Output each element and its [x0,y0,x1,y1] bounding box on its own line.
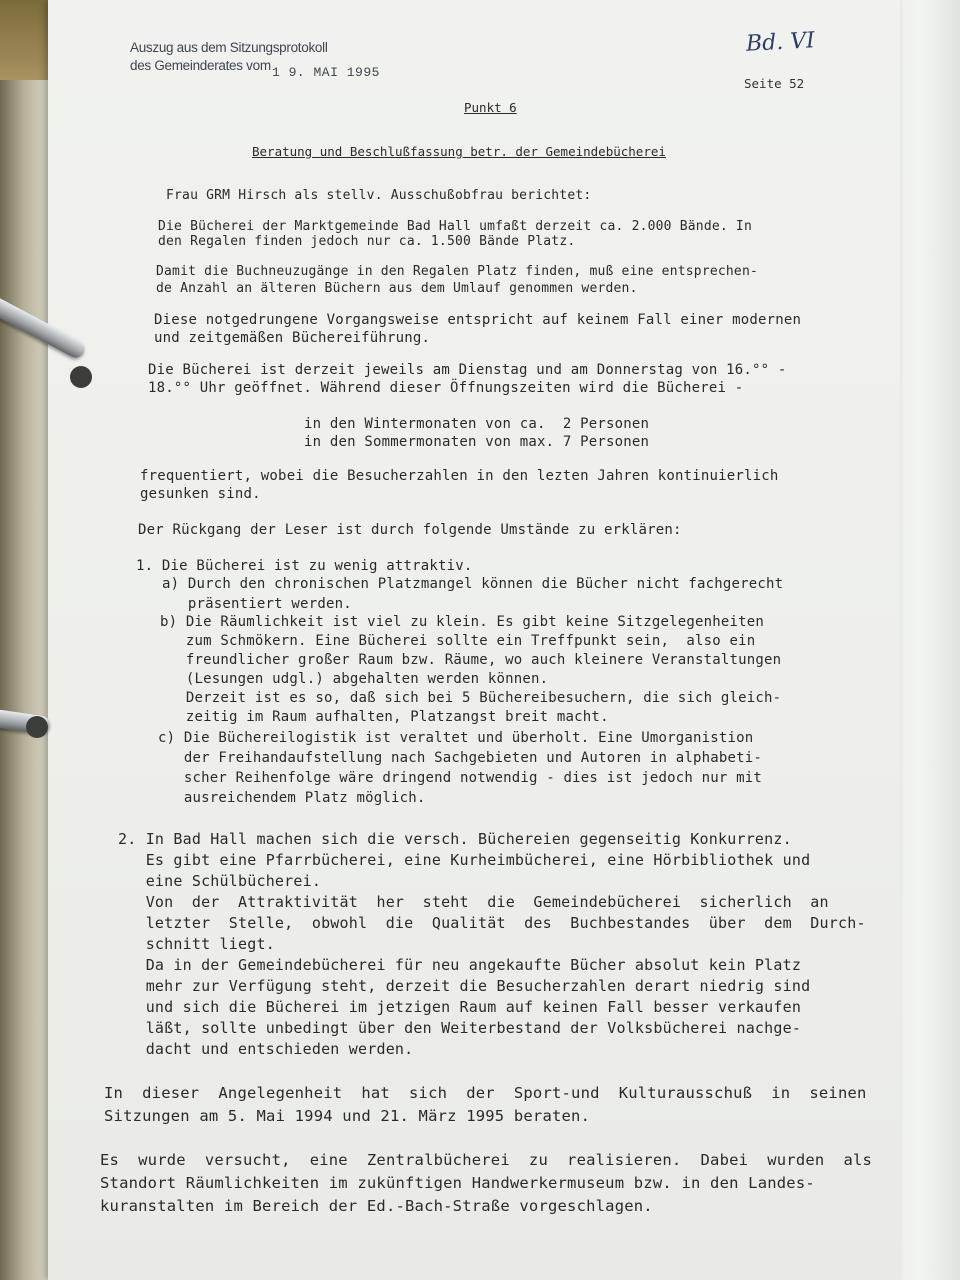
para7-line2: Sitzungen am 5. Mai 1994 und 21. März 1995 beraten. [104,1107,591,1125]
para5-line2: gesunken sind. [140,486,261,502]
reason1-b-line6: zeitig im Raum aufhalten, Platzangst breit macht. [160,709,609,725]
para4-line1: Die Bücherei ist derzeit jeweils am Dienstag und am Donnerstag von 16.°° - [148,362,787,378]
reason2-line5: letzter Stelle, obwohl die Qualität des Buchbestandes über dem Durch- [118,914,866,932]
reason1-b-line5: Derzeit ist es so, daß sich bei 5 Büchereibesuchern, die sich gleich- [160,690,782,706]
para8-line2: Standort Räumlichkeiten im zukünftigen Handwerkermuseum bzw. in den Landes- [100,1174,815,1192]
reason2-line10: läßt, sollte unbedingt über den Weiterbestand der Volksbücherei nachge- [118,1019,802,1037]
reason2-line6: schnitt liegt. [118,935,275,953]
para3-line2: und zeitgemäßen Büchereiführung. [154,330,431,346]
para8-line3: kuranstalten im Bereich der Ed.-Bach-Straße vorgeschlagen. [100,1197,653,1215]
punch-hole-upper [70,366,92,388]
reason1-c-line4: ausreichendem Platz möglich. [158,790,426,806]
reporter-line: Frau GRM Hirsch als stellv. Ausschußobfrau berichtet: [166,188,592,203]
reason1-c-line2: der Freihandaufstellung nach Sachgebieten und Autoren in alphabeti- [158,750,763,766]
subject-heading: Beratung und Beschlußfassung betr. der Gemeindebücherei [252,144,666,159]
reason2-line1: 2. In Bad Hall machen sich die versch. Büchereien gegenseitig Konkurrenz. [118,830,792,848]
para1-line1: Die Bücherei der Marktgemeinde Bad Hall umfaßt derzeit ca. 2.000 Bände. In [158,219,752,234]
para4-line2: 18.°° Uhr geöffnet. Während dieser Öffnungszeiten wird die Bücherei - [148,380,744,396]
visitors-summer: in den Sommermonaten von max. 7 Personen [304,434,650,450]
reason1-b-line3: freundlicher großer Raum bzw. Räume, wo auch kleinere Veranstaltungen [160,652,782,668]
para6: Der Rückgang der Leser ist durch folgende Umstände zu erklären: [138,522,682,538]
reason1-c-line1: c) Die Büchereilogistik ist veraltet und überholt. Eine Umorganistion [158,730,754,746]
agenda-item: Punkt 6 [464,100,517,115]
reason1-title: 1. Die Bücherei ist zu wenig attraktiv. [136,558,473,574]
visitors-winter: in den Wintermonaten von ca. 2 Personen [304,416,650,432]
reason2-line9: und sich die Bücherei im jetzigen Raum auf keinen Fall besser verkaufen [118,998,802,1016]
stamp-line-1: Auszug aus dem Sitzungsprotokoll [130,40,328,55]
para3-line1: Diese notgedrungene Vorgangsweise entspricht auf keinem Fall einer modernen [154,312,802,328]
para2-line1: Damit die Buchneuzugänge in den Regalen Platz finden, muß eine entsprechen- [156,264,758,279]
punch-hole-lower [26,716,48,738]
document-page [48,0,900,1280]
para5-line1: frequentiert, wobei die Besucherzahlen in den lezten Jahren kontinuierlich [140,468,779,484]
reason2-line7: Da in der Gemeindebücherei für neu angekaufte Bücher absolut kein Platz [118,956,802,974]
handwritten-volume-note: Bd. VI [745,28,816,57]
stamp-date: 1 9. MAI 1995 [272,65,380,80]
page-number: Seite 52 [744,76,805,91]
reason2-line4: Von der Attraktivität her steht die Gemeindebücherei sicherlich an [118,893,829,911]
para8-line1: Es wurde versucht, eine Zentralbücherei zu realisieren. Dabei wurden als [100,1151,873,1169]
reason2-line3: eine Schülbücherei. [118,872,322,890]
para7-line1: In dieser Angelegenheit hat sich der Sport-und Kulturausschuß in seinen [104,1084,867,1102]
reason1-b-line4: (Lesungen udgl.) abgehalten werden können. [160,671,549,687]
reason1-b-line1: b) Die Räumlichkeit ist viel zu klein. Es gibt keine Sitzgelegenheiten [160,614,765,630]
para2-line2: de Anzahl an älteren Büchern aus dem Umlauf genommen werden. [156,281,638,296]
reason1-a-line2: präsentiert werden. [162,596,352,612]
reason1-c-line3: scher Reihenfolge wäre dringend notwendig - dies ist jedoch nur mit [158,770,763,786]
reason1-b-line2: zum Schmökern. Eine Bücherei sollte ein Treffpunkt sein, also ein [160,633,756,649]
para1-line2: den Regalen finden jedoch nur ca. 1.500 Bände Platz. [158,234,576,249]
reason2-line8: mehr zur Verfügung steht, derzeit die Besucherzahlen derart niedrig sind [118,977,811,995]
reason1-a-line1: a) Durch den chronischen Platzmangel können die Bücher nicht fachgerecht [162,576,784,592]
reason2-line11: dacht und entschieden werden. [118,1040,414,1058]
stamp-line-2: des Gemeinderates vom [130,58,271,73]
reason2-line2: Es gibt eine Pfarrbücherei, eine Kurheimbücherei, eine Hörbibliothek und [118,851,811,869]
